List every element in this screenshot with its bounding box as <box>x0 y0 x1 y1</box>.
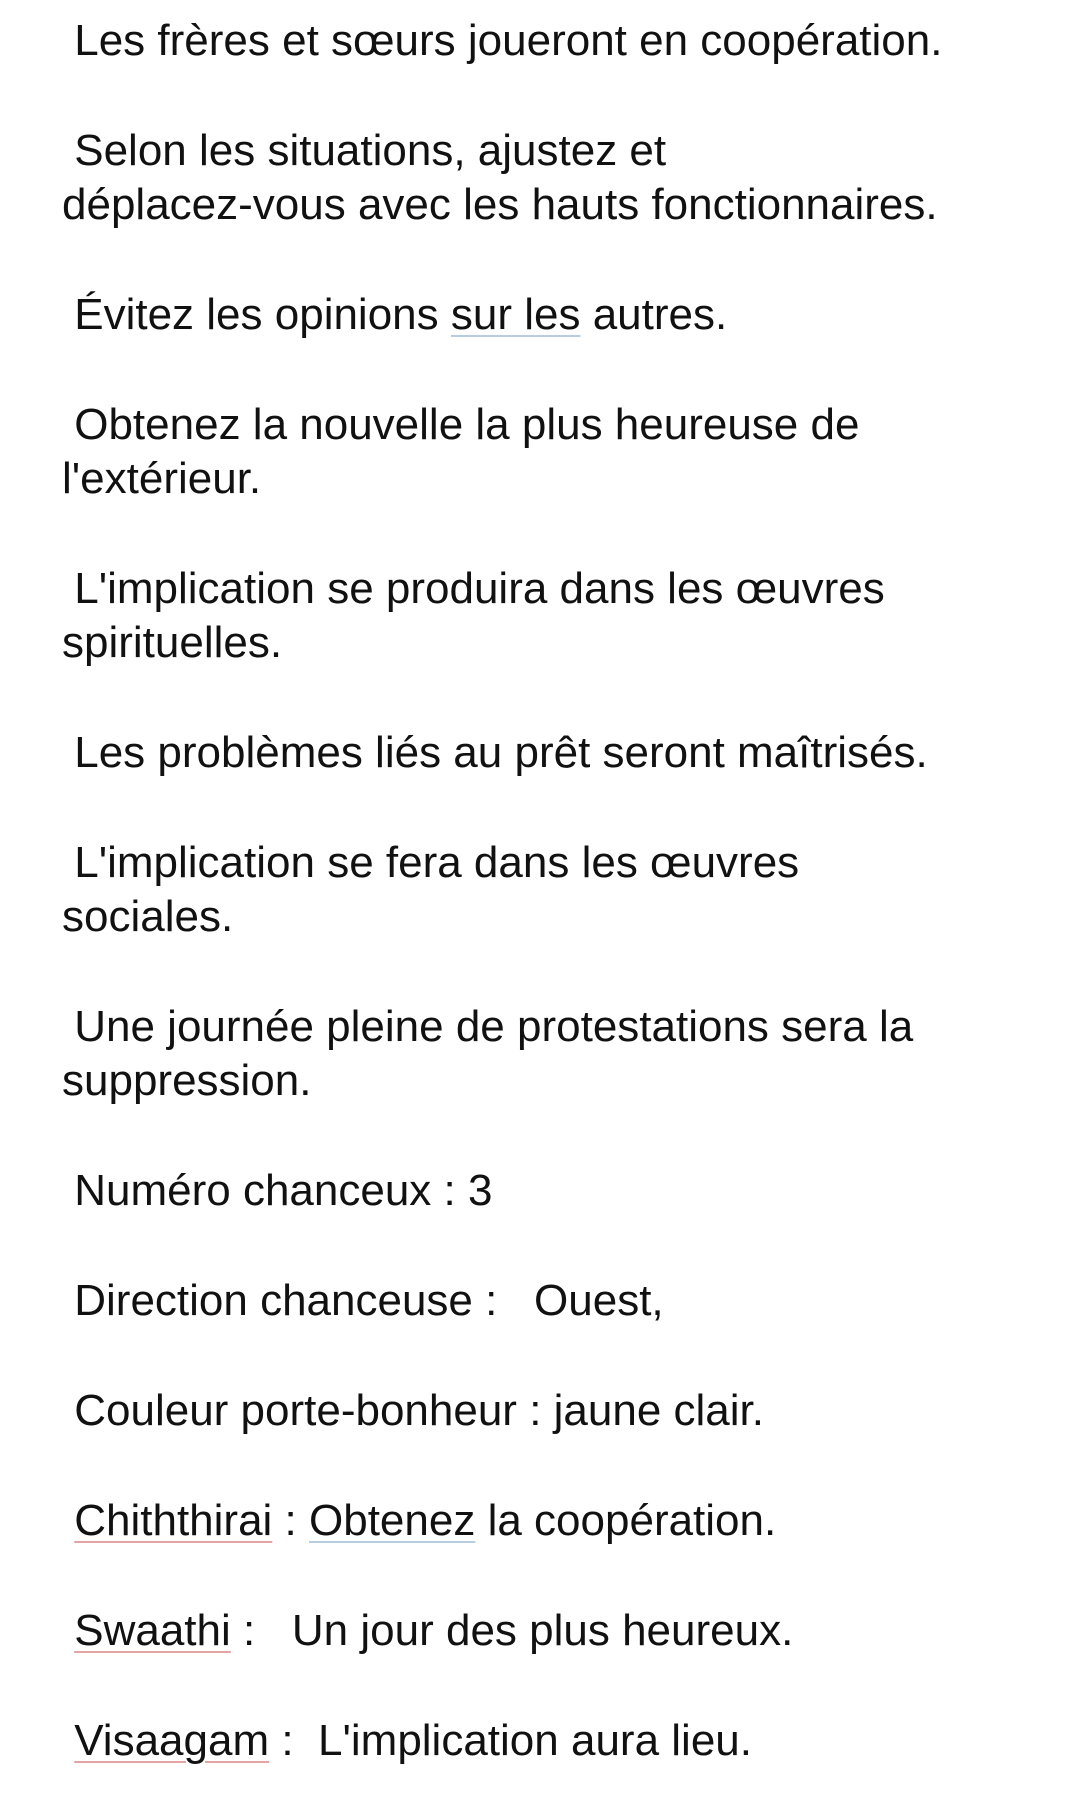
paragraph-loan <box>62 726 1062 780</box>
text-segment: Un jour des plus heureux. <box>291 1606 794 1655</box>
line: déplacez-vous avec les hauts fonctionnaires. <box>62 180 938 229</box>
paragraph-social <box>62 836 1062 944</box>
star-swaathi <box>62 1604 1062 1658</box>
line: L'implication se produira dans les œuvres <box>62 564 885 613</box>
paragraph-news <box>62 398 1062 506</box>
star-chiththirai <box>62 1494 1062 1548</box>
grammar-underlined-text[interactable]: sur les <box>450 290 581 339</box>
lucky-color <box>62 1384 1062 1438</box>
line: Les frères et sœurs joueront en coopération. <box>62 16 943 65</box>
star-visaagam <box>62 1714 1062 1768</box>
paragraph-siblings <box>62 14 1062 68</box>
separator: : <box>230 1606 292 1655</box>
lucky-direction <box>62 1274 1062 1328</box>
line: Numéro chanceux : 3 <box>62 1166 493 1215</box>
spellcheck-underlined-word[interactable]: Visaagam <box>74 1716 270 1765</box>
spellcheck-underlined-word[interactable]: Chiththirai <box>74 1496 273 1545</box>
document-body <box>62 0 1062 1768</box>
line: suppression. <box>62 1056 312 1105</box>
grammar-underlined-text[interactable]: Obtenez <box>309 1496 476 1545</box>
spellcheck-underlined-word[interactable]: Swaathi <box>74 1606 231 1655</box>
paragraph-opinions <box>62 288 1062 342</box>
line: Obtenez la nouvelle la plus heureuse de <box>62 400 860 449</box>
lucky-number <box>62 1164 1062 1218</box>
line: Une journée pleine de protestations sera la <box>62 1002 914 1051</box>
text-segment: autres. <box>580 290 728 339</box>
text-segment: Évitez les opinions <box>62 290 451 339</box>
paragraph-spiritual <box>62 562 1062 670</box>
line: sociales. <box>62 892 234 941</box>
line: Selon les situations, ajustez et <box>62 126 667 175</box>
line: Couleur porte-bonheur : jaune clair. <box>62 1386 764 1435</box>
line: Les problèmes liés au prêt seront maîtrisés. <box>62 728 928 777</box>
line: l'extérieur. <box>62 454 262 503</box>
line: L'implication se fera dans les œuvres <box>62 838 800 887</box>
line: spirituelles. <box>62 618 283 667</box>
line: Direction chanceuse : Ouest, <box>62 1276 664 1325</box>
separator: : <box>269 1716 319 1765</box>
separator: : <box>272 1496 310 1545</box>
text-segment: la coopération. <box>475 1496 777 1545</box>
text-segment: L'implication aura lieu. <box>318 1716 752 1765</box>
paragraph-protests <box>62 1000 1062 1108</box>
paragraph-situations <box>62 124 1062 232</box>
